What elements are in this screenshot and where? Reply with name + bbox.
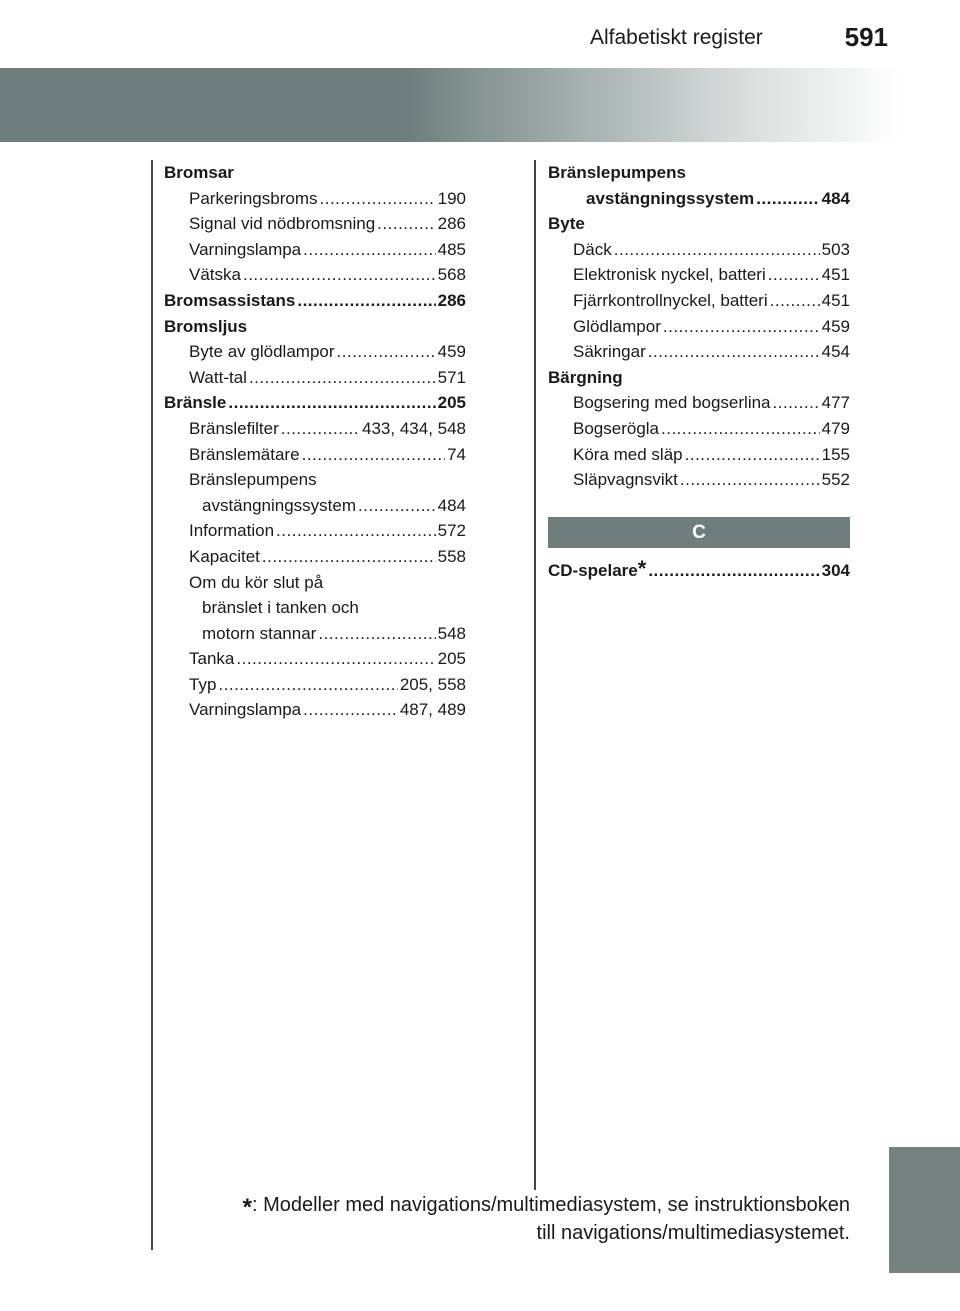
- section-letter-heading: C: [548, 517, 850, 548]
- index-entry-term: Glödlampor: [573, 316, 661, 336]
- dot-leader: [302, 442, 446, 468]
- chapter-thumb-tab: [889, 1147, 960, 1273]
- index-entry: [164, 390, 466, 416]
- dot-leader: [648, 558, 819, 584]
- dot-leader: [236, 646, 435, 672]
- index-entry: [164, 518, 466, 544]
- index-entry-term: Tanka: [189, 649, 235, 669]
- index-entry-term: Byte: [548, 214, 585, 234]
- footnote: [200, 1190, 850, 1247]
- index-entry: [548, 390, 850, 416]
- index-entry: [548, 314, 850, 340]
- index-entry-term: Byte av glödlampor: [189, 342, 335, 362]
- index-entry: [548, 160, 850, 186]
- dot-leader: [303, 237, 435, 263]
- dot-leader: [680, 467, 820, 493]
- index-entry: [164, 621, 466, 647]
- index-entry-term: Om du kör slut på: [189, 572, 324, 592]
- dot-leader: [685, 442, 820, 468]
- dot-leader: [358, 493, 436, 519]
- index-entry-pages: 205: [437, 393, 466, 413]
- index-entry-pages: 74: [447, 444, 466, 464]
- dot-leader: [281, 416, 360, 442]
- dot-leader: [243, 262, 436, 288]
- index-entry: [164, 160, 466, 186]
- index-entry-pages: 155: [821, 444, 850, 464]
- index-entry-term: Information: [189, 521, 275, 541]
- index-entry: [164, 211, 466, 237]
- index-entry-term: Typ: [189, 674, 217, 694]
- index-entry-pages: 487, 489: [399, 700, 466, 720]
- index-entry: [164, 544, 466, 570]
- dot-leader: [768, 262, 820, 288]
- index-entry-term: bränslet i tanken och: [202, 598, 359, 618]
- index-entry-term: Bogsering med bogserlina: [573, 393, 771, 413]
- index-entry: [164, 467, 466, 493]
- index-entry-pages: 479: [821, 418, 850, 438]
- index-entry-term: Varningslampa: [189, 700, 302, 720]
- footnote-line-1: : Modeller med navigations/multimediasystem, se instruktionsboken: [251, 1194, 850, 1216]
- index-column-left: [164, 160, 466, 723]
- index-entry-pages: 286: [437, 290, 466, 310]
- index-entry-term: motorn stannar: [202, 623, 317, 643]
- page-number: 591: [844, 22, 888, 52]
- index-entry-pages: 552: [821, 470, 850, 490]
- index-entry: [548, 186, 850, 212]
- footnote-marker: *: [242, 1194, 252, 1221]
- dot-leader: [337, 339, 436, 365]
- index-entry-term: Vätska: [189, 265, 241, 285]
- index-entry-term: Säkringar: [573, 342, 646, 362]
- index-entry-term: Bogserögla: [573, 418, 660, 438]
- index-entry-pages: 205, 558: [399, 674, 466, 694]
- index-entry: [548, 237, 850, 263]
- index-entry-pages: 459: [437, 342, 466, 362]
- index-entry-term: Varningslampa: [189, 239, 302, 259]
- index-entry: [164, 339, 466, 365]
- index-entry: [164, 570, 466, 596]
- index-entry: [164, 262, 466, 288]
- index-entry-term: Bromsljus: [164, 316, 248, 336]
- index-entry: [548, 288, 850, 314]
- index-entry: [164, 186, 466, 212]
- dot-leader: [218, 672, 397, 698]
- index-entry-term: Signal vid nödbromsning: [189, 214, 376, 234]
- index-column-right: [548, 160, 850, 583]
- index-entry: [164, 314, 466, 340]
- index-entry-term: Bromsar: [164, 163, 234, 182]
- column-divider: [534, 160, 536, 1190]
- dot-leader: [663, 314, 820, 340]
- dot-leader: [297, 288, 435, 314]
- index-entry: [164, 493, 466, 519]
- index-entry-term: CD-spelare: [548, 560, 638, 580]
- index-entry: [164, 442, 466, 468]
- dot-leader: [249, 365, 436, 391]
- index-entry-pages: 286: [437, 214, 466, 234]
- index-entry-pages: 548: [437, 623, 466, 643]
- index-entry: CD-spelare * ..... 304: [548, 558, 850, 584]
- index-entry-term: Bränslefilter: [189, 418, 279, 438]
- index-entry-pages: 558: [437, 546, 466, 566]
- index-entry-term: avstängningssystem: [202, 495, 357, 515]
- index-entry: [548, 211, 850, 237]
- index-entry-term: Bromsassistans: [164, 290, 296, 310]
- index-entry-term: Bärgning: [548, 367, 623, 387]
- index-entry-term: Parkeringsbroms: [189, 188, 318, 208]
- index-entry-term: Släpvagnsvikt: [573, 470, 678, 490]
- index-entry-pages: 484: [437, 495, 466, 515]
- index-entry: [548, 365, 850, 391]
- index-entry: [164, 288, 466, 314]
- index-entry-term: Köra med släp: [573, 444, 683, 464]
- index-entry: [164, 416, 466, 442]
- index-entry: [548, 416, 850, 442]
- index-entry: [548, 262, 850, 288]
- index-entry-term: Elektronisk nyckel, batteri: [573, 265, 766, 285]
- index-entry-pages: 459: [821, 316, 850, 336]
- index-entry-pages: 477: [821, 393, 850, 413]
- index-entry-term: Watt-tal: [189, 367, 247, 387]
- index-entry: [164, 365, 466, 391]
- dot-leader: [661, 416, 820, 442]
- dot-leader: [756, 186, 819, 212]
- index-entry-pages: 568: [437, 265, 466, 285]
- footnote-line-2: till navigations/multimediasystemet.: [536, 1222, 850, 1244]
- index-entry-pages: 503: [821, 239, 850, 259]
- index-entry-term: Bränsle: [164, 393, 227, 413]
- dot-leader: [773, 390, 820, 416]
- index-entry-pages: 454: [821, 342, 850, 362]
- dot-leader: [276, 518, 436, 544]
- section-title: Alfabetiskt register: [590, 26, 763, 49]
- index-entry: [548, 442, 850, 468]
- index-entry-pages: 451: [821, 265, 850, 285]
- index-entry-pages: 190: [437, 188, 466, 208]
- index-entry-pages: 451: [821, 290, 850, 310]
- index-entry-term: Bränslepumpens: [189, 470, 317, 490]
- index-entry-term: Däck: [573, 239, 612, 259]
- index-entry-term: Kapacitet: [189, 546, 260, 566]
- dot-leader: [648, 339, 820, 365]
- index-entry-pages: 433, 434, 548: [362, 418, 466, 438]
- index-entry: [548, 467, 850, 493]
- index-entry-term: Fjärrkontrollnyckel, batteri: [573, 290, 768, 310]
- index-entry-pages: 571: [437, 367, 466, 387]
- index-entry: [164, 595, 466, 621]
- dot-leader: [303, 697, 398, 723]
- dot-leader: [770, 288, 820, 314]
- index-entry-pages: 572: [437, 521, 466, 541]
- index-entry-term: avstängningssystem: [586, 188, 755, 208]
- index-entry-pages: 205: [437, 649, 466, 669]
- index-entry-pages: 304: [821, 560, 850, 580]
- dot-leader: [614, 237, 820, 263]
- dot-leader: [320, 186, 436, 212]
- dot-leader: [377, 211, 435, 237]
- index-entry-term: Bränslemätare: [189, 444, 300, 464]
- dot-leader: [228, 390, 435, 416]
- left-margin-rule: [151, 160, 153, 1250]
- dot-leader: [318, 621, 435, 647]
- index-entry: [164, 672, 466, 698]
- index-entry: [164, 646, 466, 672]
- index-entry: [164, 237, 466, 263]
- header-banner: [0, 68, 900, 142]
- index-entry-term: Bränslepumpens: [548, 163, 686, 182]
- dot-leader: [262, 544, 436, 570]
- index-entry-pages: 484: [821, 188, 850, 208]
- index-entry: [164, 697, 466, 723]
- index-entry: [548, 339, 850, 365]
- index-entry-pages: 485: [437, 239, 466, 259]
